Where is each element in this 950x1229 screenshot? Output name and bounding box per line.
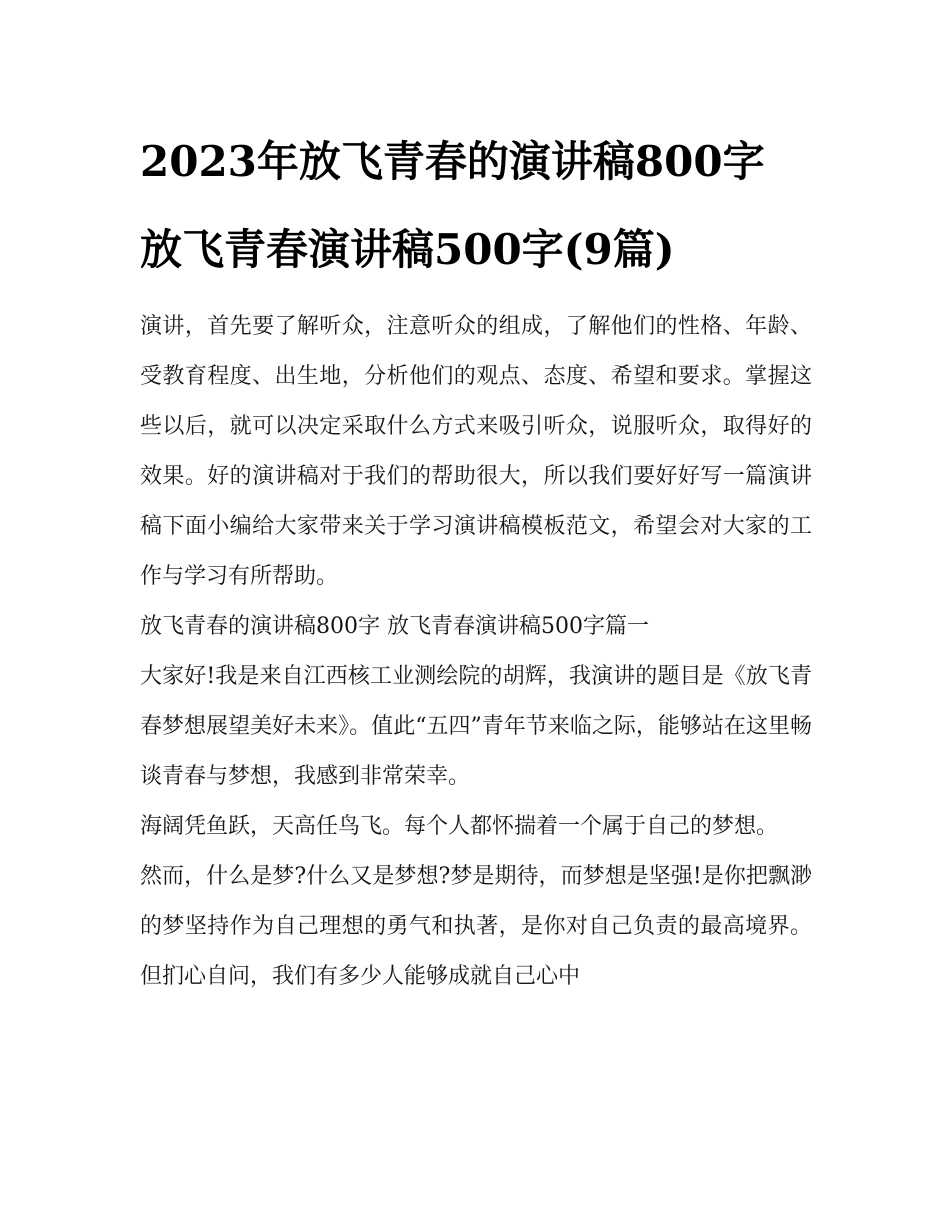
body-paragraph: 大家好!我是来自江西核工业测绘院的胡辉，我演讲的题目是《放飞青春梦想展望美好未来》。值此“五四”青年节来临之际，能够站在这里畅谈青春与梦想，我感到非常荣幸。 bbox=[140, 664, 812, 789]
section-heading: 放飞青春的演讲稿800字 放飞青春演讲稿500字篇一 bbox=[140, 614, 649, 639]
intro-paragraph: 演讲，首先要了解听众，注意听众的组成，了解他们的性格、年龄、受教育程度、出生地，分析他们的观点、态度、希望和要求。掌握这些以后，就可以决定采取什么方式来吸引听众，说服听众，取得好的效果。好的演讲稿对于我们的帮助很大，所以我们要好好写一篇演讲稿下面小编给大家带来关于学习演讲稿模板范文，希望会对大家的工作与学习有所帮助。 bbox=[140, 314, 812, 589]
document-title: 2023年放飞青春的演讲稿800字 放飞青春演讲稿500字(9篇) bbox=[140, 137, 765, 274]
body-paragraph: 然而，什么是梦?什么又是梦想?梦是期待，而梦想是坚强!是你把飘渺的梦坚持作为自己理想的勇气和执著，是你对自己负责的最高境界。但扪心自问，我们有多少人能够成就自己心中 bbox=[140, 864, 812, 989]
body-paragraph: 海阔凭鱼跃，天高任鸟飞。每个人都怀揣着一个属于自己的梦想。 bbox=[140, 814, 779, 839]
document-body bbox=[140, 118, 812, 1002]
